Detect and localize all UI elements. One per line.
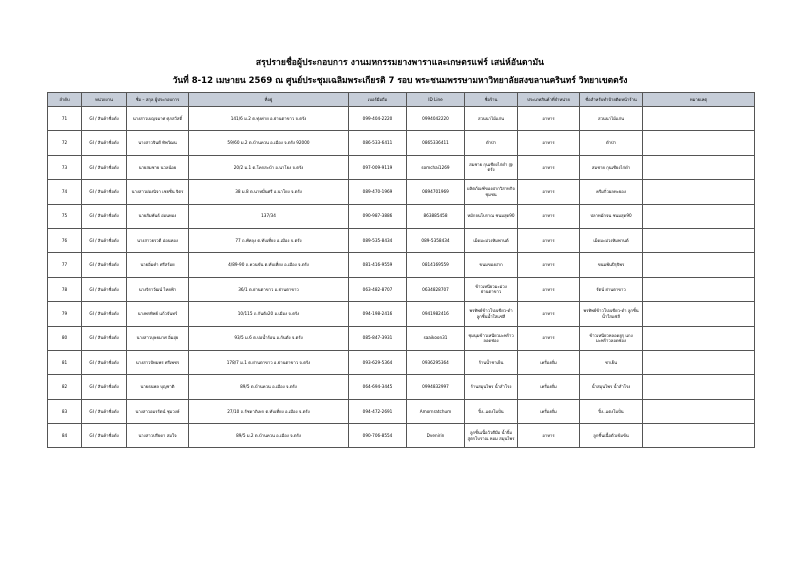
cell-category: อาหาร	[518, 180, 580, 204]
cell-address: 77 ถ.พัทลุง ต.ทับเที่ยง อ.เมือง จ.ตรัง	[189, 228, 349, 252]
cell-address: 141/6 ม.2 ต.ทุ่งค่าย อ.ย่านตาขาว จ.ตรัง	[189, 107, 349, 131]
cell-category: อาหาร	[518, 228, 580, 252]
cell-no: 80	[48, 326, 82, 350]
cell-note	[643, 302, 755, 326]
cell-line-id: 0894701969	[407, 180, 465, 204]
cell-unit: GI / สินค้าชื่อดัง	[82, 180, 127, 204]
cell-phone: 064-694-3445	[349, 375, 407, 399]
cell-sign-name: สวนนาไม้แก่น	[580, 107, 643, 131]
cell-sign-name: ขนมพันปีรุจิพร	[580, 253, 643, 277]
vendor-table-container	[47, 92, 754, 448]
cell-unit: GI / สินค้าชื่อดัง	[82, 228, 127, 252]
cell-unit: GI / สินค้าชื่อดัง	[82, 155, 127, 179]
cell-shop: ลูกชิ้นเนื้อวัวตีมือ น้ำจิ้มสูตรโบราณ หอม สมุนไพร	[465, 424, 518, 448]
cell-no: 78	[48, 277, 82, 301]
header-no: ลำดับ	[48, 93, 82, 107]
document-subtitle: วันที่ 8-12 เมษายน 2569 ณ ศูนย์ประชุมเฉลิมพระเกียรติ 7 รอบ พระชนมพรรษามหาวิทยาลัยสงขลานครินทร์ วิทยาเขตตรัง	[172, 76, 628, 86]
document-title: สรุปรายชื่อผู้ประกอบการ งานมหกรรมยางพาราและเกษตรแฟร์ เสน่ห์อันดามัน	[255, 58, 545, 68]
cell-category: อาหาร	[518, 253, 580, 277]
cell-phone: 089-535-8434	[349, 228, 407, 252]
cell-shop: พรทิพย์ข้าวโปงเขียว-ดำ ลูกชิ้นน้ำใสแซ่ลี	[465, 302, 518, 326]
cell-sign-name: เม็ดมะม่วงหิมพานต์	[580, 228, 643, 252]
table-row	[48, 399, 755, 423]
cell-unit: GI / สินค้าชื่อดัง	[82, 375, 127, 399]
table-row	[48, 375, 755, 399]
cell-name: นายสัมพันธ์ อ่อนทอง	[127, 204, 189, 228]
cell-phone: 090-706-8554	[349, 424, 407, 448]
table-row	[48, 228, 755, 252]
cell-address: 4/89-90 ถ.ควนขัน ต.ทับเที่ยง อ.เมือง จ.ตรัง	[189, 253, 349, 277]
cell-line-id: 0865336411	[407, 131, 465, 155]
cell-shop: ผลิตภัณฑ์ของฝากวิสาหกิจชุมชน	[465, 180, 518, 204]
cell-note	[643, 253, 755, 277]
header-line-id: ID Line	[407, 93, 465, 107]
cell-address: 36/1 ต.ย่านตาขาว อ.ย่านตาขาว	[189, 277, 349, 301]
cell-no: 81	[48, 350, 82, 374]
cell-sign-name: พรทิพย์ข้าวโปงเขียว-ดำ ลูกชิ้นน้ำใสแซ่ลี	[580, 302, 643, 326]
cell-category: อาหาร	[518, 155, 580, 179]
cell-name: นายธนพล บุญชาติ	[127, 375, 189, 399]
cell-name: นางจิราวัฒน์ ไทยฟ้า	[127, 277, 189, 301]
table-row	[48, 204, 755, 228]
cell-shop: ร้านน้ำชาเย็น	[465, 350, 518, 374]
cell-sign-name: ปิ้ง..แตงโมปั่น	[580, 399, 643, 423]
cell-line-id: 0941982416	[407, 302, 465, 326]
cell-category: เครื่องดื่ม	[518, 399, 580, 423]
table-row	[48, 424, 755, 448]
cell-address: 27/10 ถ.รัชดาภิเษก ต.ทับเที่ยง อ.เมือง จ.ตรัง	[189, 399, 349, 423]
cell-line-id: Dvenirin	[407, 424, 465, 448]
cell-no: 82	[48, 375, 82, 399]
cell-address: 137/34	[189, 204, 349, 228]
cell-line-id: somchai1269	[407, 155, 465, 179]
cell-address: 20/2 ม.1 ต.โคกสะบ้า อ.นาโยง จ.ตรัง	[189, 155, 349, 179]
cell-no: 76	[48, 228, 82, 252]
cell-category: อาหาร	[518, 107, 580, 131]
cell-unit: GI / สินค้าชื่อดัง	[82, 326, 127, 350]
cell-no: 71	[48, 107, 82, 131]
cell-phone: 094-198-2416	[349, 302, 407, 326]
cell-sign-name: น้ำสมุนไพร น้ำสำโรง	[580, 375, 643, 399]
table-row	[48, 107, 755, 131]
cell-category: อาหาร	[518, 131, 580, 155]
cell-note	[643, 399, 755, 423]
cell-phone: 085-847-3931	[349, 326, 407, 350]
cell-name: นางสาวอมรรัตน์ ชุมวงษ์	[127, 399, 189, 423]
cell-sign-name: ลูกชิ้นเนื้อตัวเข้มข้น	[580, 424, 643, 448]
cell-no: 83	[48, 399, 82, 423]
cell-address: 89/5 ต.บ้านควน อ.เมือง จ.ตรัง	[189, 375, 349, 399]
cell-no: 79	[48, 302, 82, 326]
cell-address: 178/7 ม.1 ต.ย่านตาขาว อ.ย่านตาขาว จ.ตรัง	[189, 350, 349, 374]
cell-line-id: 863885458	[407, 204, 465, 228]
table-row	[48, 302, 755, 326]
cell-category: อาหาร	[518, 424, 580, 448]
cell-shop: ข้าวเหนียวมะม่วงย่านตาขาว	[465, 277, 518, 301]
header-shop: ชื่อร้าน	[465, 93, 518, 107]
cell-note	[643, 277, 755, 301]
cell-sign-name: รัตน์ ย่านตาขาว	[580, 277, 643, 301]
cell-shop: สมชาย กุนเชียงไก่ดำ @ ตรัง	[465, 155, 518, 179]
cell-shop: สวนนาไม้แก่น	[465, 107, 518, 131]
table-body	[48, 107, 755, 448]
cell-unit: GI / สินค้าชื่อดัง	[82, 253, 127, 277]
cell-shop: ปิ้ง..แตงโมปั่น	[465, 399, 518, 423]
cell-line-id: 0994042220	[407, 107, 465, 131]
cell-shop: หมักจนโบราณ ชนมสุด90	[465, 204, 518, 228]
cell-unit: GI / สินค้าชื่อดัง	[82, 424, 127, 448]
cell-phone: 089-470-1969	[349, 180, 407, 204]
cell-name: นางสาวปัทมพร ศรีเพชร	[127, 350, 189, 374]
table-header-row	[48, 93, 755, 107]
cell-address: 89/5 ม.2 ต.บ้านควน อ.เมือง จ.ตรัง	[189, 424, 349, 448]
cell-shop: ตำป่า	[465, 131, 518, 155]
cell-sign-name: ข้าวเหนียวหลอดยูรุ แกง มะพร้าวลอดช่อง	[580, 326, 643, 350]
cell-unit: GI / สินค้าชื่อดัง	[82, 302, 127, 326]
cell-line-id: Amornratchum	[407, 399, 465, 423]
cell-no: 74	[48, 180, 82, 204]
cell-category: อาหาร	[518, 302, 580, 326]
cell-phone: 081-416-9559	[349, 253, 407, 277]
cell-note	[643, 107, 755, 131]
cell-unit: GI / สินค้าชื่อดัง	[82, 107, 127, 131]
cell-sign-name: ปลาหมักจน ชนมสุด90	[580, 204, 643, 228]
table-row	[48, 253, 755, 277]
header-sign-name: ชื่อสำหรับทำป้ายติดหน้าร้าน	[580, 93, 643, 107]
cell-no: 77	[48, 253, 82, 277]
header-note: หมายเหตุ	[643, 93, 755, 107]
cell-name: นางสาวปรียดา สมใจ	[127, 424, 189, 448]
cell-unit: GI / สินค้าชื่อดัง	[82, 277, 127, 301]
cell-no: 84	[48, 424, 82, 448]
cell-line-id: 0936295364	[407, 350, 465, 374]
cell-sign-name: ชาเย็น	[580, 350, 643, 374]
cell-name: นายอิ่มคำ ศรีสร้อย	[127, 253, 189, 277]
cell-sign-name: สมชาย กุนเชียงไก่ดำ	[580, 155, 643, 179]
cell-shop: ร้านสมุนไพร น้ำสำโรง	[465, 375, 518, 399]
cell-name: นางสาวจินดี ทิพวัฒน	[127, 131, 189, 155]
header-address: ที่อยู่	[189, 93, 349, 107]
vendor-table	[47, 92, 755, 448]
cell-shop: ชุมนุมข้าวเหนียวมะพร้าวลอดช่อง	[465, 326, 518, 350]
cell-sign-name: ครีมกิ่วผลทะยอง	[580, 180, 643, 204]
cell-category: เครื่องดื่ม	[518, 350, 580, 374]
table-row	[48, 180, 755, 204]
cell-name: นางสาวบุษยมาศ อิ่มอุ่ย	[127, 326, 189, 350]
cell-no: 72	[48, 131, 82, 155]
cell-address: 38 ม.8 ต.นาหมื่นศรี อ.นาโยง จ.ตรัง	[189, 180, 349, 204]
table-row	[48, 326, 755, 350]
cell-note	[643, 204, 755, 228]
cell-unit: GI / สินค้าชื่อดัง	[82, 131, 127, 155]
cell-line-id: 0634828707	[407, 277, 465, 301]
cell-note	[643, 228, 755, 252]
cell-phone: 097-009-9119	[349, 155, 407, 179]
header-unit: หน่วยงาน	[82, 93, 127, 107]
cell-line-id: 089-5358434	[407, 228, 465, 252]
cell-note	[643, 155, 755, 179]
cell-no: 75	[48, 204, 82, 228]
cell-no: 73	[48, 155, 82, 179]
cell-name: นายสมชาย นวลน้อย	[127, 155, 189, 179]
header-category: ประเภทสินค้าที่จำหน่าย	[518, 93, 580, 107]
cell-category: อาหาร	[518, 277, 580, 301]
cell-phone: 094-472-2691	[349, 399, 407, 423]
cell-unit: GI / สินค้าชื่อดัง	[82, 350, 127, 374]
cell-name: นางสาวเบญจมาศ ศุภสวัสดิ์	[127, 107, 189, 131]
cell-line-id: 0814169559	[407, 253, 465, 277]
cell-name: นางสาวผ่องนิจา เชยชื่น จิตร	[127, 180, 189, 204]
cell-note	[643, 326, 755, 350]
cell-shop: ขนมของฝาก	[465, 253, 518, 277]
cell-address: 93/5 ม.6 ต.บ่อน้ำร้อน อ.กันตัง จ.ตรัง	[189, 326, 349, 350]
cell-name: นางสาวยรวดี อ่อนทอง	[127, 228, 189, 252]
cell-line-id: saaikoon31	[407, 326, 465, 350]
cell-name: นางพรทิพย์ แก้วจันทร์	[127, 302, 189, 326]
cell-category: อาหาร	[518, 326, 580, 350]
header-phone: เบอร์มือถือ	[349, 93, 407, 107]
header-name: ชื่อ – สกุล ผู้ประกอบการ	[127, 93, 189, 107]
cell-sign-name: ตำป่า	[580, 131, 643, 155]
cell-category: อาหาร	[518, 204, 580, 228]
cell-phone: 086-533-6411	[349, 131, 407, 155]
cell-shop: เม็ดมะม่วงหิมพานต์	[465, 228, 518, 252]
cell-note	[643, 375, 755, 399]
cell-note	[643, 424, 755, 448]
cell-phone: 090-987-3886	[349, 204, 407, 228]
cell-line-id: 0994832997	[407, 375, 465, 399]
cell-address: 59/60 ม.2 ต.บ้านควน อ.เมือง จ.ตรัง 92000	[189, 131, 349, 155]
cell-note	[643, 350, 755, 374]
cell-phone: 099-404-2220	[349, 107, 407, 131]
table-row	[48, 155, 755, 179]
cell-phone: 093-629-5364	[349, 350, 407, 374]
table-row	[48, 277, 755, 301]
cell-unit: GI / สินค้าชื่อดัง	[82, 204, 127, 228]
cell-unit: GI / สินค้าชื่อดัง	[82, 399, 127, 423]
table-row	[48, 131, 755, 155]
table-row	[48, 350, 755, 374]
cell-category: เครื่องดื่ม	[518, 375, 580, 399]
cell-note	[643, 180, 755, 204]
cell-phone: 063-482-8707	[349, 277, 407, 301]
cell-address: 10/115 ถ.กันตัง20 อ.เมือง จ.ตรัง	[189, 302, 349, 326]
cell-note	[643, 131, 755, 155]
